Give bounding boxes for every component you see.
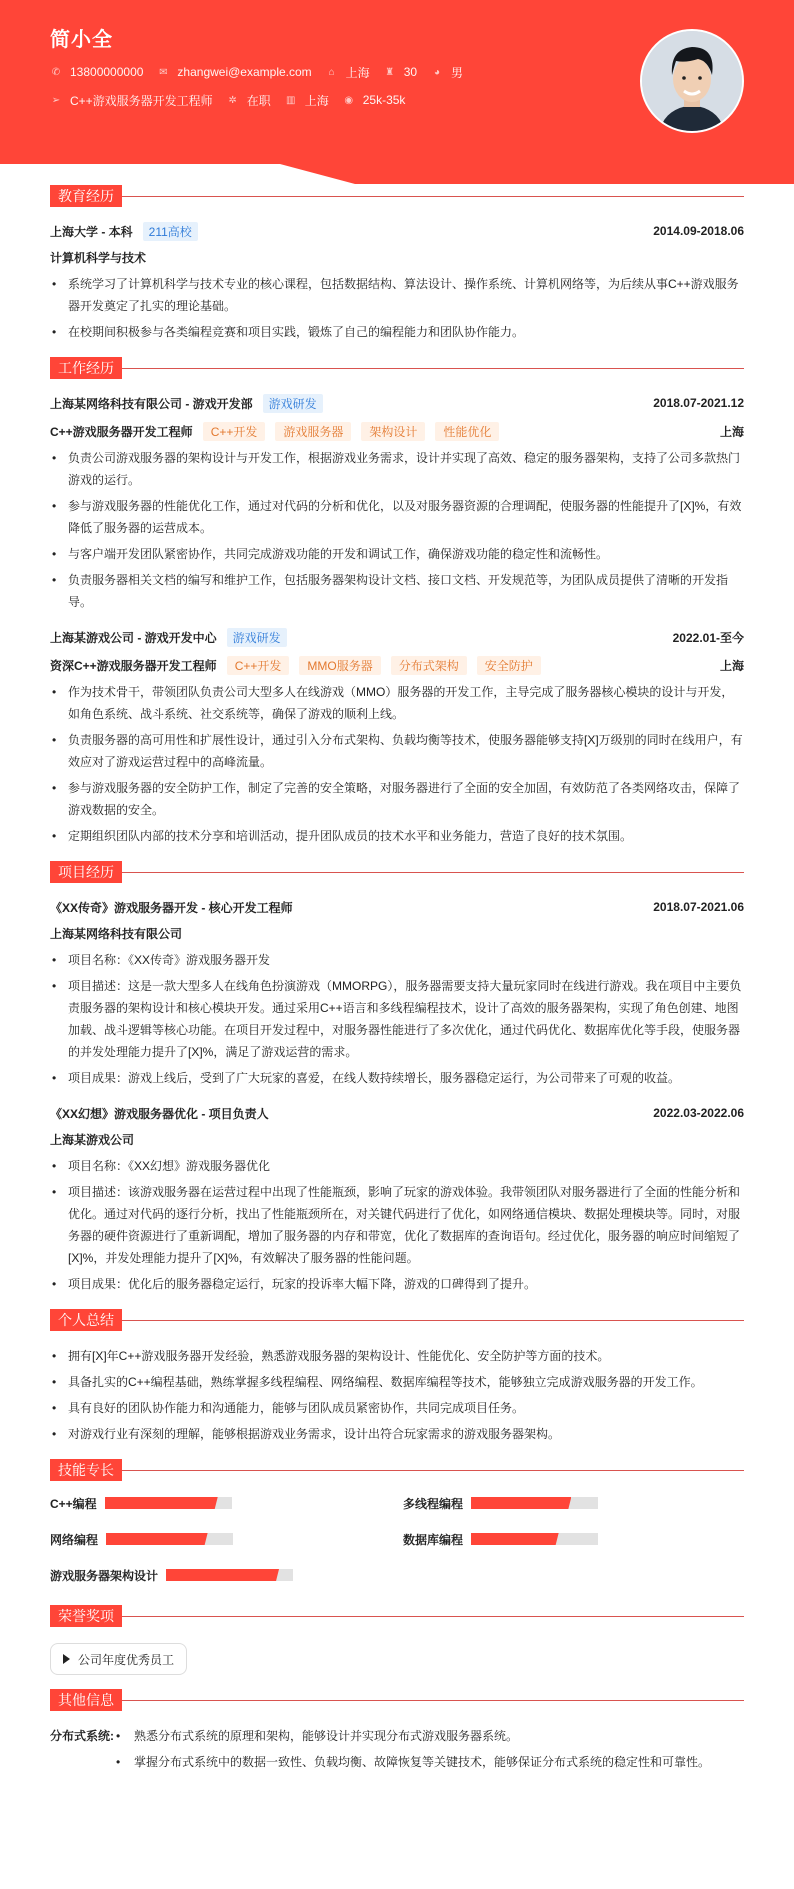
list-item: • 负责公司游戏服务器的架构设计与开发工作，根据游戏业务需求，设计并实现了高效、稳定的服务器架构，支持了公司多款热门游戏的运行。 (50, 447, 744, 491)
job-role: 资深C++游戏服务器开发工程师 (50, 658, 217, 673)
divider (122, 1700, 744, 1701)
home-icon: ⌂ (328, 66, 335, 78)
list-item: • 项目名称：《XX幻想》游戏服务器优化 (50, 1155, 744, 1177)
candidate-name: 简小全 (50, 29, 113, 51)
avatar-photo-icon (642, 31, 742, 131)
skill-item (50, 1567, 403, 1583)
project-bullets (50, 1155, 744, 1295)
divider (122, 196, 744, 197)
award-item: 公司年度优秀员工 (50, 1643, 187, 1675)
project-date: 2018.07-2021.06 (653, 900, 744, 914)
divider (122, 1320, 744, 1321)
section-summary-title: 个人总结 (50, 1309, 744, 1331)
skill-item (403, 1495, 756, 1511)
skill-tag: MMO服务器 (299, 656, 380, 675)
project-company: 上海某游戏公司 (50, 1133, 135, 1147)
skill-tag: C++开发 (227, 656, 290, 675)
summary-bullets (50, 1345, 744, 1445)
skill-level-fill (471, 1533, 559, 1545)
list-item: • 参与游戏服务器的性能优化工作，通过对代码的分析和优化，以及对服务器资源的合理调配，使服务器的性能提升了[X]%，有效降低了服务器的运营成本。 (50, 495, 744, 539)
section-awards-title: 荣誉奖项 (50, 1605, 744, 1627)
skill-name: 游戏服务器架构设计 (50, 1568, 159, 1583)
info-text: 男 (451, 65, 464, 80)
work-entry (50, 393, 744, 613)
info-text: 30 (403, 65, 418, 79)
list-item: • 作为技术骨干，带领团队负责公司大型多人在线游戏（MMO）服务器的开发工作，主导完成了服务器核心模块的设计与开发，如角色系统、战斗系统、社交系统等，确保了游戏的顺利上线。 (50, 681, 744, 725)
work-list (50, 393, 744, 847)
info-item (343, 93, 406, 107)
skill-level-fill (105, 1497, 218, 1509)
skill-tag: 架构设计 (361, 422, 425, 441)
skill-tag: 分布式架构 (391, 656, 467, 675)
skill-level-fill (166, 1569, 279, 1581)
info-item (326, 64, 370, 81)
other-info-label: 分布式系统: (50, 1729, 114, 1743)
school-name: 上海大学 - 本科 (50, 224, 133, 239)
list-item: • 具备扎实的C++编程基础，熟练掌握多线程编程、网络编程、数据库编程等技术，能够独立完成游戏服务器的开发工作。 (50, 1371, 744, 1393)
company-name: 上海某网络科技有限公司 - 游戏开发部 (50, 396, 253, 411)
school-tag: 211高校 (143, 222, 198, 241)
info-text: 25k-35k (362, 93, 406, 107)
list-item: • 拥有[X]年C++游戏服务器开发经验，熟悉游戏服务器的架构设计、性能优化、安全防护等方面的技术。 (50, 1345, 744, 1367)
skill-name: 多线程编程 (403, 1496, 464, 1511)
list-item: • 项目成果：优化后的服务器稳定运行，玩家的投诉率大幅下降，游戏的口碑得到了提升。 (50, 1273, 744, 1295)
skills-grid (50, 1495, 744, 1583)
list-item: • 定期组织团队内部的技术分享和培训活动，提升团队成员的技术水平和业务能力，营造了良好的技术氛围。 (50, 825, 744, 847)
other-info-bullets (114, 1725, 744, 1777)
project-date: 2022.03-2022.06 (653, 1106, 744, 1120)
work-location: 上海 (719, 424, 744, 439)
divider (122, 872, 744, 873)
project-list (50, 897, 744, 1295)
skill-tag: 性能优化 (435, 422, 499, 441)
section-skills-title: 技能专长 (50, 1459, 744, 1481)
building-icon: ▥ (285, 94, 296, 106)
info-text: C++游戏服务器开发工程师 (70, 93, 213, 108)
list-item: • 具有良好的团队协作能力和沟通能力，能够与团队成员紧密协作，共同完成项目任务。 (50, 1397, 744, 1419)
list-item: • 对游戏行业有深刻的理解，能够根据游戏业务需求，设计出符合玩家需求的游戏服务器架构。 (50, 1423, 744, 1445)
info-text: 13800000000 (70, 65, 144, 79)
info-text: 上海 (345, 65, 370, 80)
skill-item (50, 1531, 403, 1547)
list-item: • 掌握分布式系统中的数据一致性、负载均衡、故障恢复等关键技术，能够保证分布式系统的稳定性和可靠性。 (114, 1751, 744, 1773)
divider (122, 1470, 744, 1471)
section-projects-title: 项目经历 (50, 861, 744, 883)
skill-item (403, 1531, 756, 1547)
info-item (431, 64, 463, 81)
work-date: 2022.01-至今 (672, 630, 744, 645)
other-info-item (50, 1725, 744, 1777)
department-tag: 游戏研发 (227, 628, 287, 647)
send-icon: ➢ (51, 94, 61, 106)
list-item: • 负责服务器相关文档的编写和维护工作，包括服务器架构设计文档、接口文档、开发规范等，为团队成员提供了清晰的开发指导。 (50, 569, 744, 613)
skill-tag: 游戏服务器 (275, 422, 351, 441)
skill-level-fill (106, 1533, 208, 1545)
contact-row (50, 64, 477, 80)
list-item: • 负责服务器的高可用性和扩展性设计，通过引入分布式架构、负载均衡等技术，使服务器能够支持[X]万级别的同时在线用户，有效应对了游戏运营过程中的高峰流量。 (50, 729, 744, 773)
list-item: • 参与游戏服务器的安全防护工作，制定了完善的安全策略，对服务器进行了全面的安全加固，有效防范了各类网络攻击，保障了游戏数据的安全。 (50, 777, 744, 821)
phone-icon: ✆ (51, 66, 61, 78)
resume-header (0, 0, 794, 185)
list-item: • 项目描述：这是一款大型多人在线角色扮演游戏（MMORPG），服务器需要支持大量玩家同时在线进行游戏。我在项目中主要负责服务器的架构设计和核心模块开发。通过采用C++语言和多线程编程技术，设计了高效的服务器架构，实现了角色创建、地图加载、战斗逻辑等核心功能。在项目开发过程中，对服务器性能进行了多次优化，通过代码优化、数据库优化等手段，使服务器的并发处理能力提升了[X]%，满足了游戏运营的需求。 (50, 975, 744, 1063)
section-work-title: 工作经历 (50, 357, 744, 379)
skill-level-bar (166, 1569, 293, 1581)
info-item (50, 92, 213, 109)
status-icon: ✲ (228, 94, 237, 106)
list-item: • 项目成果：游戏上线后，受到了广大玩家的喜爱，在线人数持续增长，服务器稳定运行，为公司带来了可观的收益。 (50, 1067, 744, 1089)
mail-icon: ✉ (159, 66, 168, 78)
skill-name: C++编程 (50, 1496, 97, 1511)
list-item: • 熟悉分布式系统的原理和架构，能够设计并实现分布式游戏服务器系统。 (114, 1725, 744, 1747)
info-text: 上海 (304, 93, 329, 108)
work-bullets (50, 447, 744, 613)
gender-icon: ◕ (434, 66, 441, 78)
cake-icon: ♜ (385, 66, 395, 78)
skill-level-fill (471, 1497, 571, 1509)
list-item: • 与客户端开发团队紧密协作，共同完成游戏功能的开发和调试工作，确保游戏功能的稳定性和流畅性。 (50, 543, 744, 565)
job-intent-row (50, 92, 477, 108)
work-bullets (50, 681, 744, 847)
skill-name: 网络编程 (50, 1532, 99, 1547)
work-entry (50, 627, 744, 847)
skill-level-bar (106, 1533, 233, 1545)
project-name: 《XX幻想》游戏服务器优化 - 项目负责人 (50, 1106, 269, 1121)
company-name: 上海某游戏公司 - 游戏开发中心 (50, 630, 217, 645)
work-date: 2018.07-2021.12 (653, 396, 744, 410)
list-item: • 在校期间积极参与各类编程竞赛和项目实践，锻炼了自己的编程能力和团队协作能力。 (50, 321, 744, 343)
section-other-title: 其他信息 (50, 1689, 744, 1711)
info-item (157, 65, 311, 79)
skill-level-bar (471, 1497, 598, 1509)
info-text: zhangwei@example.com (177, 65, 312, 79)
project-company: 上海某网络科技有限公司 (50, 927, 183, 941)
skill-tag: C++开发 (203, 422, 266, 441)
project-bullets (50, 949, 744, 1089)
skill-name: 数据库编程 (403, 1532, 464, 1547)
list-item: • 项目描述：该游戏服务器在运营过程中出现了性能瓶颈，影响了玩家的游戏体验。我带领团队对服务器进行了全面的性能分析和优化。通过对代码的逐行分析，找出了性能瓶颈所在，对关键代码进行了优化，如网络通信模块、数据处理模块等。同时，对服务器的硬件资源进行了重新调配，增加了服务器的内存和带宽，优化了数据库的查询语句。经过优化，服务器的响应时间缩短了[X]%，并发处理能力提升了[X]%，有效解决了服务器的性能问题。 (50, 1181, 744, 1269)
info-item (227, 92, 271, 109)
major: 计算机科学与技术 (50, 251, 147, 265)
education-bullets (50, 273, 744, 343)
skill-level-bar (471, 1533, 598, 1545)
divider (122, 1616, 744, 1617)
info-item (50, 65, 143, 79)
list-item: • 系统学习了计算机科学与技术专业的核心课程，包括数据结构、算法设计、操作系统、计算机网络等，为后续从事C++游戏服务器开发奠定了扎实的理论基础。 (50, 273, 744, 317)
department-tag: 游戏研发 (263, 394, 323, 413)
skill-item (50, 1495, 403, 1511)
education-entry (50, 221, 744, 343)
project-name: 《XX传奇》游戏服务器开发 - 核心开发工程师 (50, 900, 293, 915)
project-entry (50, 1103, 744, 1295)
skill-level-bar (105, 1497, 232, 1509)
education-date: 2014.09-2018.06 (653, 224, 744, 238)
avatar (640, 29, 744, 133)
section-education-title: 教育经历 (50, 185, 744, 207)
info-item (285, 92, 329, 109)
project-entry (50, 897, 744, 1089)
list-item: • 项目名称：《XX传奇》游戏服务器开发 (50, 949, 744, 971)
job-role: C++游戏服务器开发工程师 (50, 424, 193, 439)
triangle-right-icon (63, 1654, 70, 1664)
info-text: 在职 (246, 93, 271, 108)
skill-tag: 安全防护 (477, 656, 541, 675)
work-location: 上海 (719, 658, 744, 673)
divider (122, 368, 744, 369)
resume-body (0, 185, 794, 1797)
info-item (384, 65, 417, 79)
salary-icon: ◉ (344, 94, 354, 106)
